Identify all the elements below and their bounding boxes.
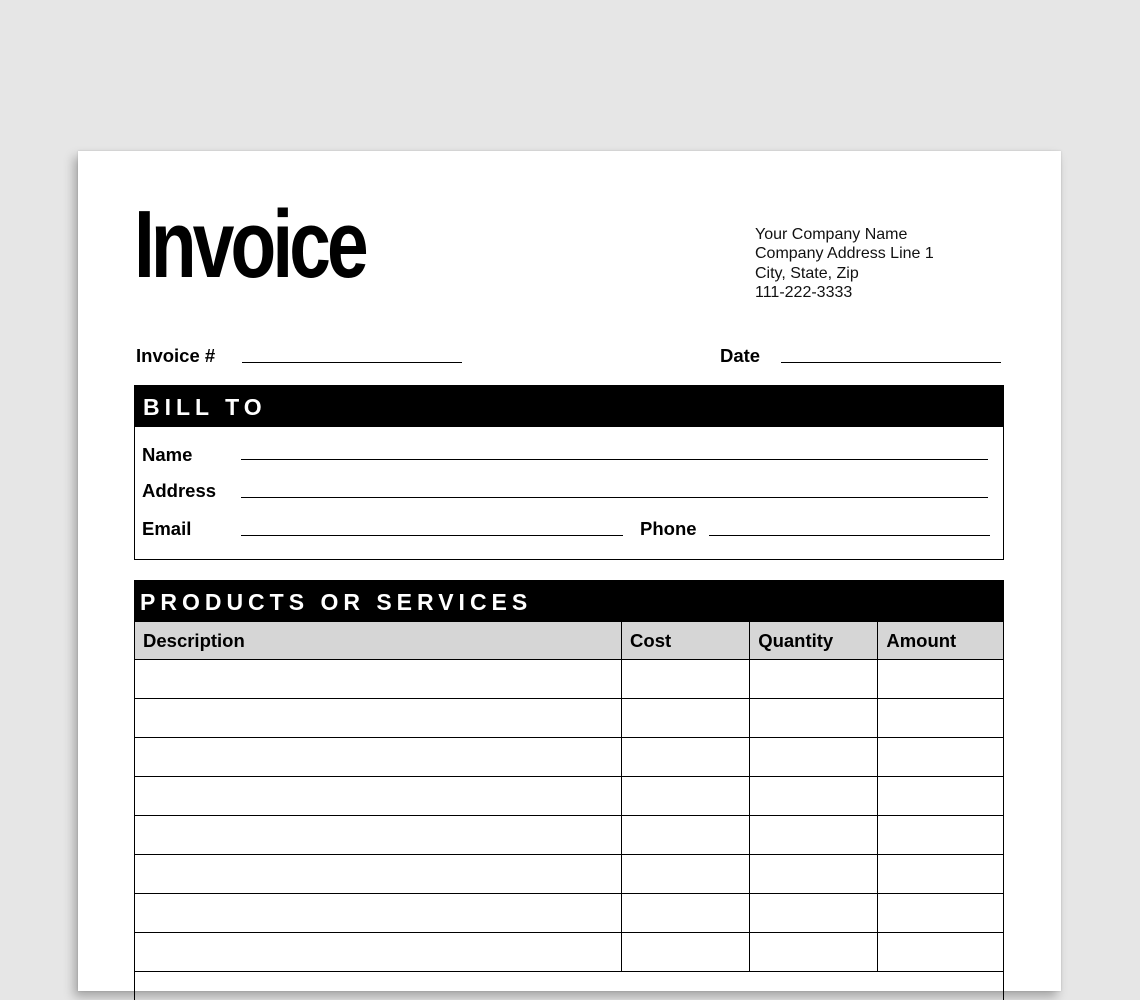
email-label: Email bbox=[142, 518, 192, 539]
cost-cell[interactable] bbox=[622, 738, 750, 777]
description-cell[interactable] bbox=[135, 738, 622, 777]
table-row bbox=[135, 855, 1003, 894]
cost-cell[interactable] bbox=[622, 894, 750, 933]
company-info bbox=[755, 225, 934, 302]
table-row bbox=[135, 699, 1003, 738]
quantity-cell[interactable] bbox=[750, 933, 878, 972]
amount-cell[interactable] bbox=[878, 699, 1003, 738]
phone-line[interactable] bbox=[709, 535, 990, 536]
products-heading: PRODUCTS OR SERVICES bbox=[135, 581, 1003, 622]
quantity-cell[interactable] bbox=[750, 738, 878, 777]
invoice-number-label: Invoice # bbox=[136, 345, 216, 366]
table-row bbox=[135, 816, 1003, 855]
description-cell[interactable] bbox=[135, 816, 622, 855]
column-quantity: Quantity bbox=[750, 622, 878, 660]
address-label: Address bbox=[142, 480, 217, 501]
table-header-row bbox=[135, 622, 1003, 660]
invoice-title: Invoice bbox=[134, 191, 365, 298]
description-cell[interactable] bbox=[135, 894, 622, 933]
company-name: Your Company Name bbox=[755, 226, 908, 243]
cost-cell[interactable] bbox=[622, 699, 750, 738]
company-phone: 111-222-3333 bbox=[755, 283, 853, 301]
products-section bbox=[134, 580, 1004, 1000]
cost-cell[interactable] bbox=[622, 816, 750, 855]
column-amount: Amount bbox=[878, 622, 1003, 660]
table-row bbox=[135, 933, 1003, 972]
cost-cell[interactable] bbox=[622, 660, 750, 699]
column-cost: Cost bbox=[622, 622, 750, 660]
quantity-cell[interactable] bbox=[750, 660, 878, 699]
amount-cell[interactable] bbox=[878, 777, 1003, 816]
description-cell[interactable] bbox=[135, 855, 622, 894]
column-description: Description bbox=[135, 622, 622, 660]
name-label: Name bbox=[142, 444, 193, 465]
amount-cell[interactable] bbox=[878, 816, 1003, 855]
products-table bbox=[135, 622, 1003, 972]
description-cell[interactable] bbox=[135, 933, 622, 972]
bill-to-heading: BILL TO bbox=[135, 386, 1003, 427]
description-cell[interactable] bbox=[135, 699, 622, 738]
bill-to-section bbox=[134, 385, 1004, 560]
amount-cell[interactable] bbox=[878, 894, 1003, 933]
address-line[interactable] bbox=[241, 497, 988, 498]
company-address: Company Address Line 1 bbox=[755, 245, 934, 263]
cost-cell[interactable] bbox=[622, 855, 750, 894]
amount-cell[interactable] bbox=[878, 660, 1003, 699]
invoice-number-line[interactable] bbox=[242, 362, 462, 363]
table-row bbox=[135, 660, 1003, 699]
quantity-cell[interactable] bbox=[750, 816, 878, 855]
amount-cell[interactable] bbox=[878, 738, 1003, 777]
quantity-cell[interactable] bbox=[750, 855, 878, 894]
email-line[interactable] bbox=[241, 535, 623, 536]
quantity-cell[interactable] bbox=[750, 894, 878, 933]
date-label: Date bbox=[720, 345, 761, 366]
phone-label: Phone bbox=[640, 518, 697, 539]
name-line[interactable] bbox=[241, 459, 988, 460]
amount-cell[interactable] bbox=[878, 933, 1003, 972]
invoice-sheet bbox=[78, 151, 1061, 991]
cost-cell[interactable] bbox=[622, 777, 750, 816]
table-row bbox=[135, 738, 1003, 777]
description-cell[interactable] bbox=[135, 660, 622, 699]
company-city-state-zip: City, State, Zip bbox=[755, 264, 859, 282]
table-row bbox=[135, 894, 1003, 933]
amount-cell[interactable] bbox=[878, 855, 1003, 894]
table-row bbox=[135, 777, 1003, 816]
quantity-cell[interactable] bbox=[750, 777, 878, 816]
quantity-cell[interactable] bbox=[750, 699, 878, 738]
description-cell[interactable] bbox=[135, 777, 622, 816]
date-line[interactable] bbox=[781, 362, 1001, 363]
cost-cell[interactable] bbox=[622, 933, 750, 972]
